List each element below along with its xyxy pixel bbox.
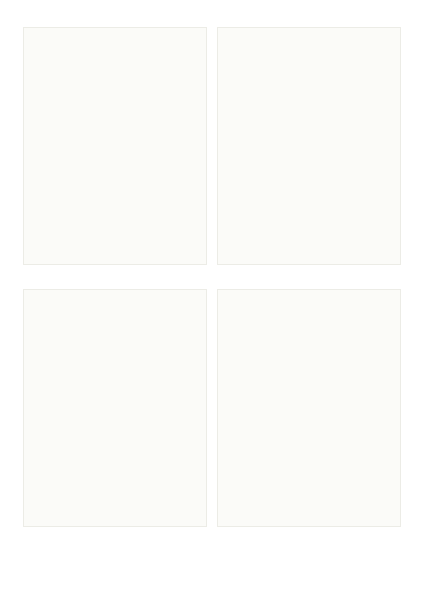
page-bottom-right <box>218 290 400 526</box>
text-columns <box>224 294 394 522</box>
page-top-right <box>218 28 400 264</box>
page-top-left <box>24 28 206 264</box>
text-columns <box>224 32 394 260</box>
text-columns <box>30 32 200 260</box>
page-bottom-left <box>24 290 206 526</box>
text-columns <box>30 294 200 522</box>
